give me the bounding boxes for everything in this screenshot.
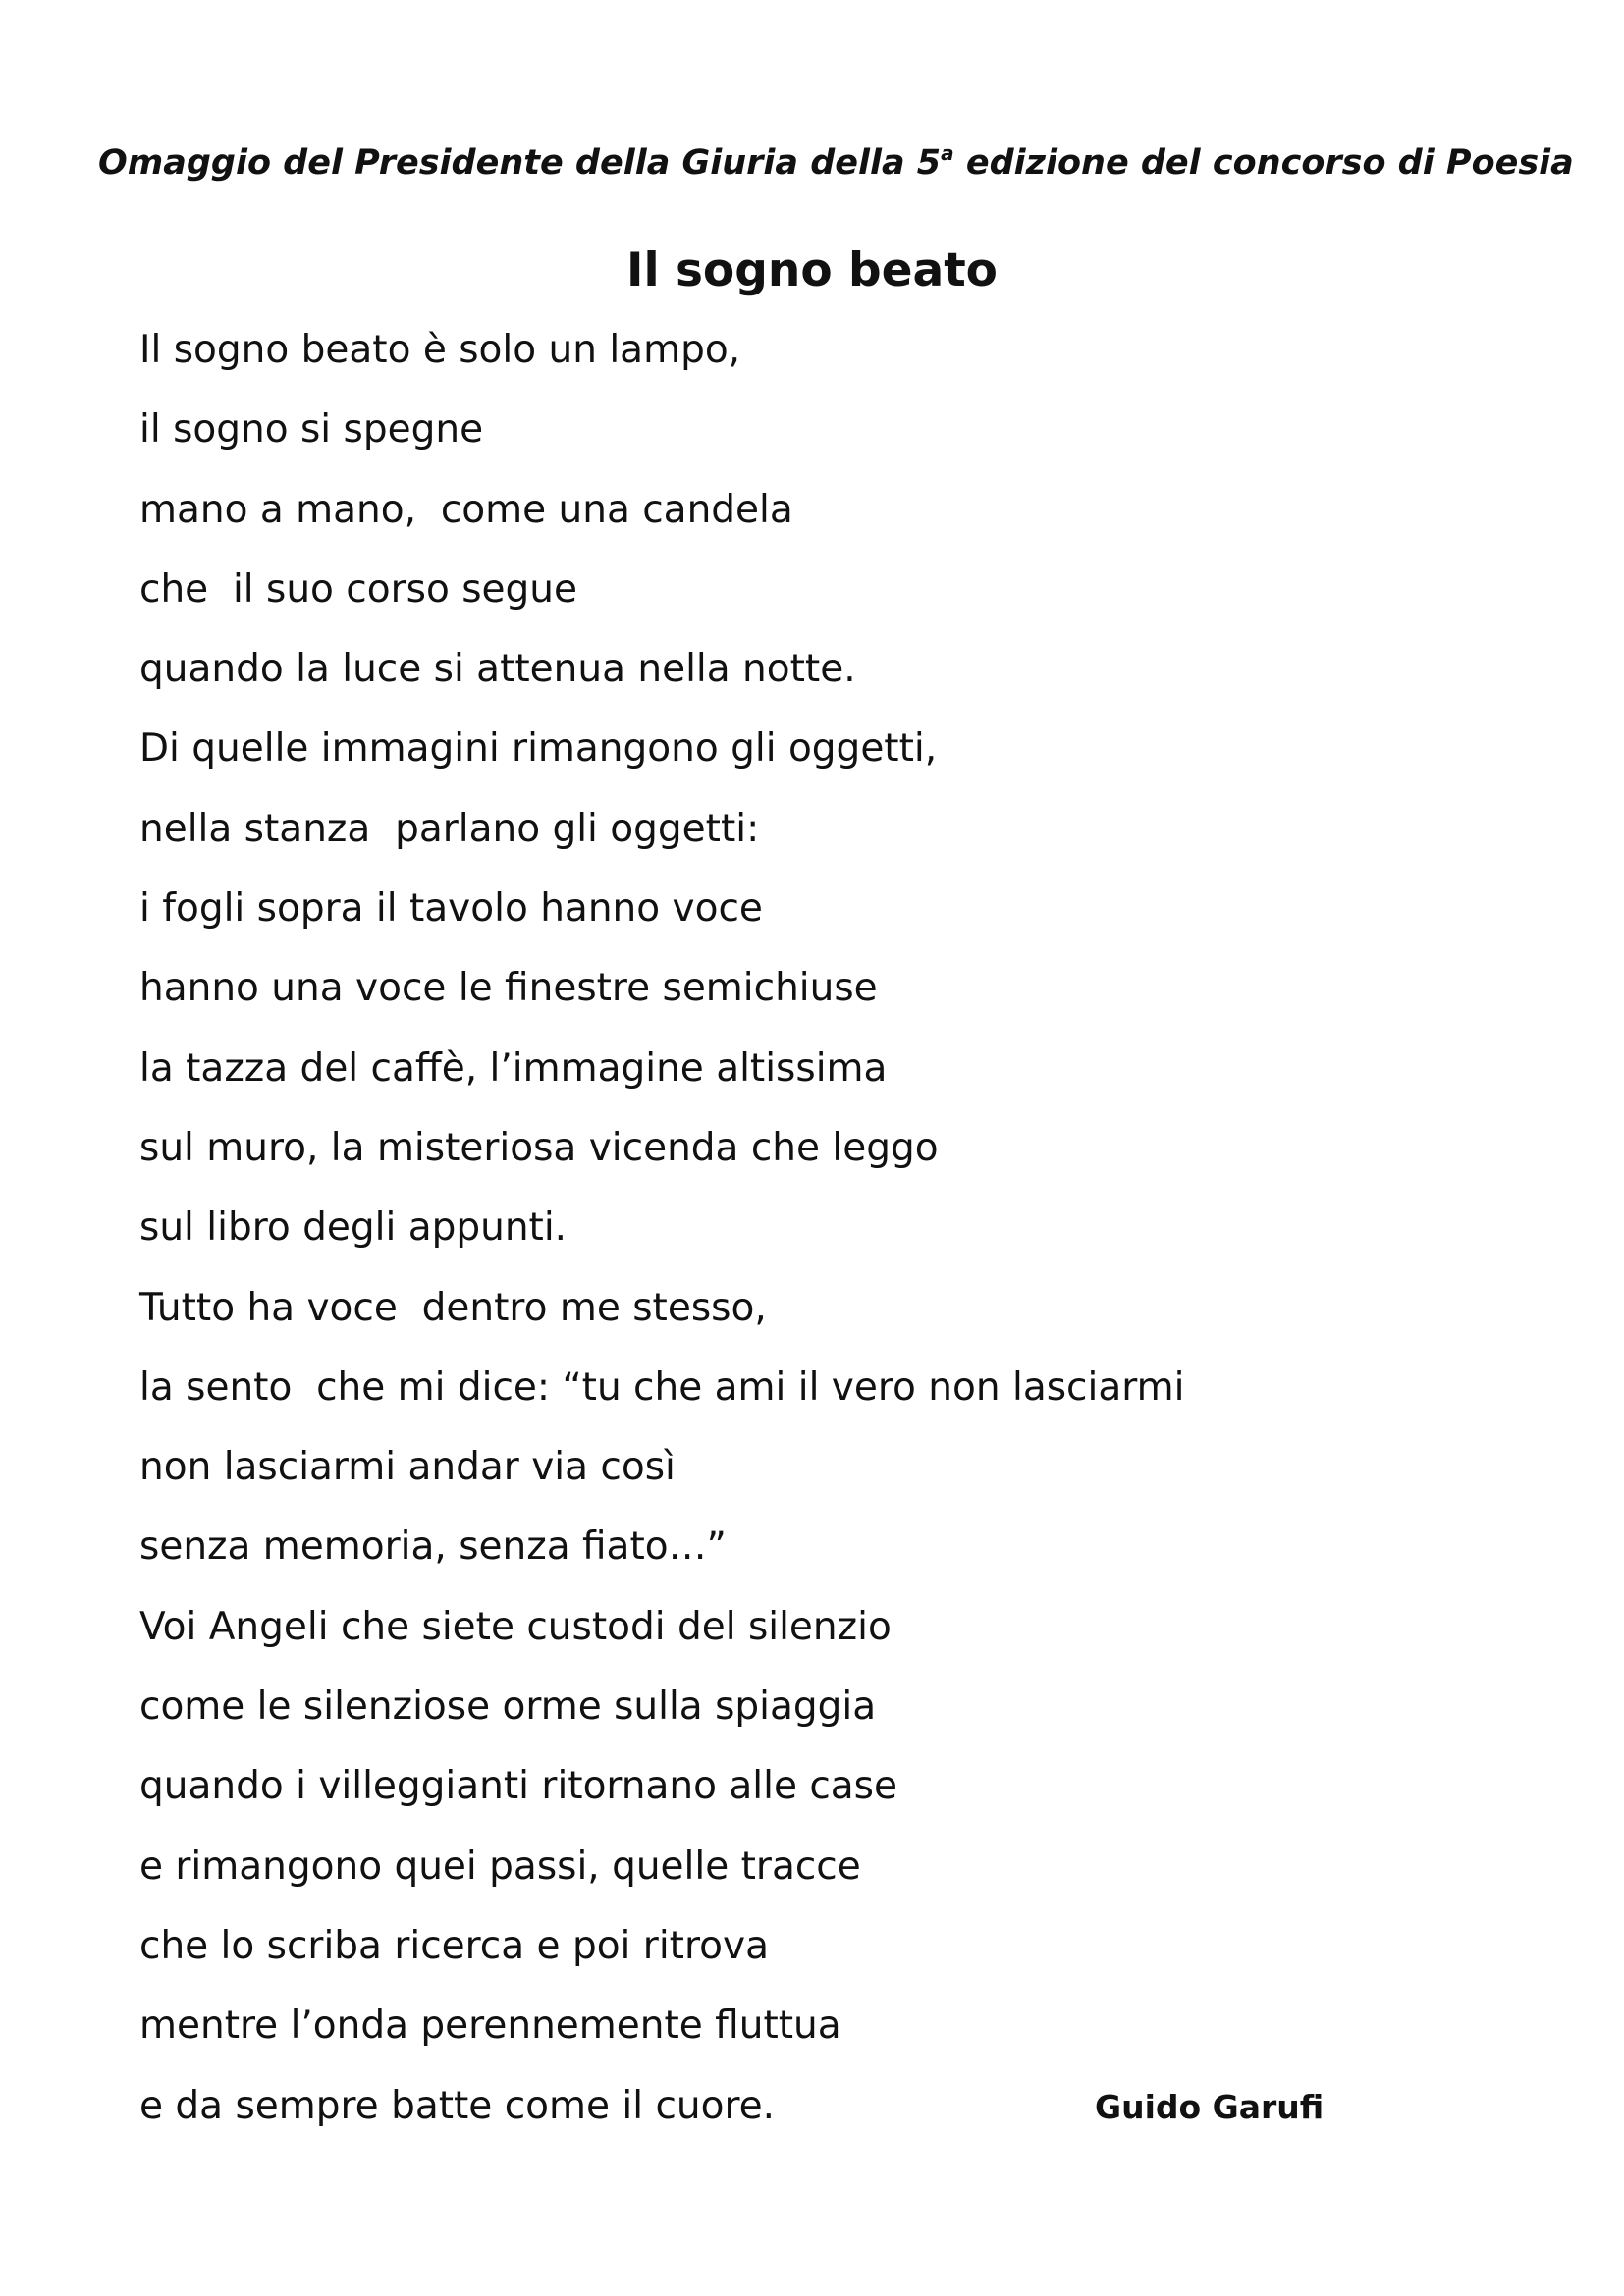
poem-line: e da sempre batte come il cuore. — [139, 2083, 776, 2128]
poem-title: Il sogno beato — [626, 243, 998, 297]
poem-line: sul libro degli appunti. — [139, 1205, 568, 1251]
poem-line: Voi Angeli che siete custodi del silenzio — [139, 1604, 892, 1649]
poem-line: non lasciarmi andar via così — [139, 1445, 676, 1490]
poem-line: e rimangono quei passi, quelle tracce — [139, 1843, 861, 1889]
poem-line: Tutto ha voce dentro me stesso, — [139, 1285, 767, 1330]
poem-body — [139, 324, 1184, 2160]
poem-line: sul muro, la misteriosa vicenda che leggo — [139, 1125, 939, 1170]
dedication-text-end: edizione del concorso di Poesia — [953, 143, 1574, 183]
poem-line: che lo scriba ricerca e poi ritrova — [139, 1923, 769, 1968]
dedication-line — [98, 135, 1574, 190]
poem-line: quando la luce si attenua nella notte. — [139, 647, 856, 692]
dedication-text-start: Omaggio del Presidente della Giuria della 5 — [98, 143, 942, 183]
poem-line: Di quelle immagini rimangono gli oggetti, — [139, 726, 938, 772]
author-signature: Guido Garufi — [1095, 2088, 1325, 2126]
poem-line: Il sogno beato è solo un lampo, — [139, 328, 741, 372]
poem-line: il sogno si spegne — [139, 407, 484, 453]
poem-line: la sento che mi dice: “tu che ami il vero non lasciarmi — [139, 1364, 1185, 1410]
poem-line: come le silenziose orme sulla spiaggia — [139, 1684, 877, 1730]
poem-line: hanno una voce le finestre semichiuse — [139, 966, 878, 1011]
poem-line: mentre l’onda perennemente fluttua — [139, 2003, 841, 2049]
poem-line: senza memoria, senza fiato…” — [139, 1524, 727, 1570]
poem-line: che il suo corso segue — [139, 566, 578, 612]
poem-line: nella stanza parlano gli oggetti: — [139, 806, 760, 851]
poem-line: mano a mano, come una candela — [139, 487, 793, 532]
poem-line: la tazza del caffè, l’immagine altissima — [139, 1045, 888, 1091]
poem-line: i fogli sopra il tavolo hanno voce — [139, 886, 763, 932]
dedication-superscript: a — [941, 141, 954, 165]
poem-line: quando i villeggianti ritornano alle case — [139, 1764, 897, 1809]
